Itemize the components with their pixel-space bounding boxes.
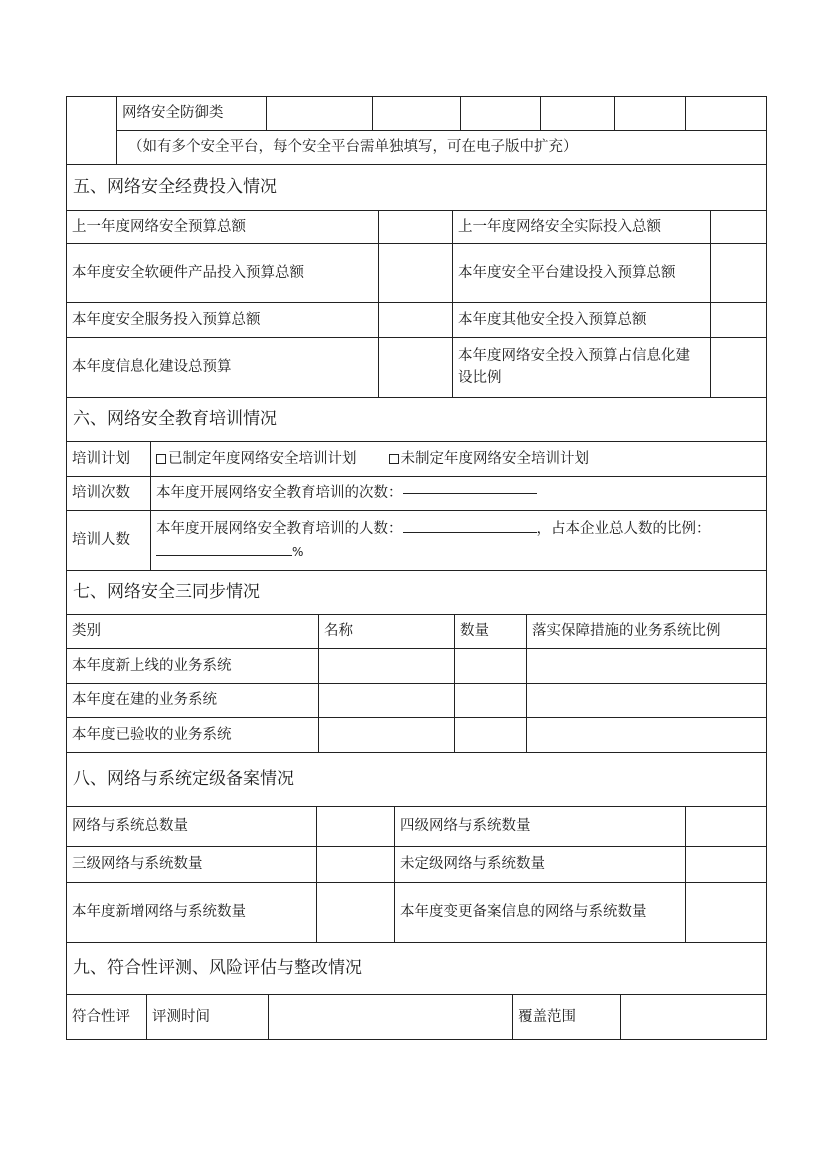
table-row-label: 本年度新上线的业务系统 bbox=[72, 657, 232, 674]
table-row-label: 本年度已验收的业务系统 bbox=[72, 726, 232, 743]
label-security-ratio: 本年度网络安全投入预算占信息化建设比例 bbox=[458, 348, 690, 386]
section-5-title: 五、网络安全经费投入情况 bbox=[73, 177, 277, 197]
table-row-label: 本年度在建的业务系统 bbox=[72, 692, 217, 708]
training-ratio-text: ，占本企业总人数的比例： bbox=[536, 521, 711, 537]
label-level4-systems: 四级网络与系统数量 bbox=[400, 818, 531, 834]
label-total-systems: 网络与系统总数量 bbox=[72, 818, 188, 834]
col-header-name: 名称 bbox=[324, 623, 353, 639]
plan-option-2[interactable]: 未制定年度网络安全培训计划 bbox=[389, 448, 590, 470]
percent-sign: % bbox=[292, 545, 304, 559]
section-9-title: 九、符合性评测、风险评估与整改情况 bbox=[73, 958, 362, 978]
training-plan-options bbox=[150, 441, 766, 476]
label-test-time: 评测时间 bbox=[152, 1008, 210, 1025]
label-service-budget: 本年度安全服务投入预算总额 bbox=[72, 311, 261, 328]
label-product-budget: 本年度安全软硬件产品投入预算总额 bbox=[72, 264, 304, 281]
label-training-plan: 培训计划 bbox=[72, 450, 130, 467]
rule bbox=[710, 210, 711, 397]
rule bbox=[614, 96, 615, 130]
label-unrated-systems: 未定级网络与系统数量 bbox=[400, 856, 545, 872]
label-last-year-actual: 上一年度网络安全实际投入总额 bbox=[458, 218, 661, 235]
rule bbox=[66, 1039, 766, 1040]
label-training-people: 培训人数 bbox=[72, 532, 130, 548]
checkbox-icon[interactable] bbox=[389, 454, 399, 464]
section-8-title: 八、网络与系统定级备案情况 bbox=[73, 769, 294, 789]
section-7-title: 七、网络安全三同步情况 bbox=[73, 582, 260, 602]
label-platform-budget: 本年度安全平台建设投入预算总额 bbox=[458, 264, 676, 281]
label-it-budget: 本年度信息化建设总预算 bbox=[72, 359, 232, 375]
rule bbox=[540, 96, 541, 130]
rule bbox=[266, 96, 267, 130]
label-last-year-budget: 上一年度网络安全预算总额 bbox=[72, 218, 246, 235]
training-people-row bbox=[150, 510, 770, 570]
training-people-field[interactable] bbox=[403, 532, 537, 533]
platform-type-label: 网络安全防御类 bbox=[122, 105, 224, 121]
rule bbox=[268, 994, 269, 1039]
rule bbox=[378, 210, 379, 397]
label-changed-systems: 本年度变更备案信息的网络与系统数量 bbox=[400, 904, 647, 920]
rule bbox=[316, 806, 317, 942]
label-coverage: 覆盖范围 bbox=[518, 1008, 576, 1025]
plan-option-1[interactable]: 已制定年度网络安全培训计划 bbox=[156, 448, 357, 470]
label-compliance: 符合性评 bbox=[72, 1008, 130, 1025]
checkbox-icon[interactable] bbox=[156, 454, 166, 464]
training-people-text: 本年度开展网络安全教育培训的人数： bbox=[156, 521, 403, 537]
rule bbox=[372, 96, 373, 130]
label-level3-systems: 三级网络与系统数量 bbox=[72, 856, 203, 872]
rule bbox=[685, 806, 686, 942]
col-header-ratio: 落实保障措施的业务系统比例 bbox=[532, 623, 721, 639]
rule bbox=[620, 994, 621, 1039]
section-6-title: 六、网络安全教育培训情况 bbox=[73, 409, 277, 429]
training-count-text: 本年度开展网络安全教育培训的次数： bbox=[156, 485, 403, 501]
platform-note: （如有多个安全平台，每个安全平台需单独填写，可在电子版中扩充） bbox=[128, 139, 578, 155]
col-header-quantity: 数量 bbox=[460, 623, 489, 639]
label-new-systems: 本年度新增网络与系统数量 bbox=[72, 904, 246, 920]
training-ratio-field[interactable] bbox=[156, 543, 292, 556]
label-other-budget: 本年度其他安全投入预算总额 bbox=[458, 311, 647, 328]
col-header-category: 类别 bbox=[72, 623, 101, 639]
rule bbox=[685, 96, 686, 130]
training-count-field[interactable] bbox=[403, 493, 537, 494]
label-training-count: 培训次数 bbox=[72, 485, 130, 501]
rule bbox=[460, 96, 461, 130]
training-count-row bbox=[150, 476, 766, 510]
